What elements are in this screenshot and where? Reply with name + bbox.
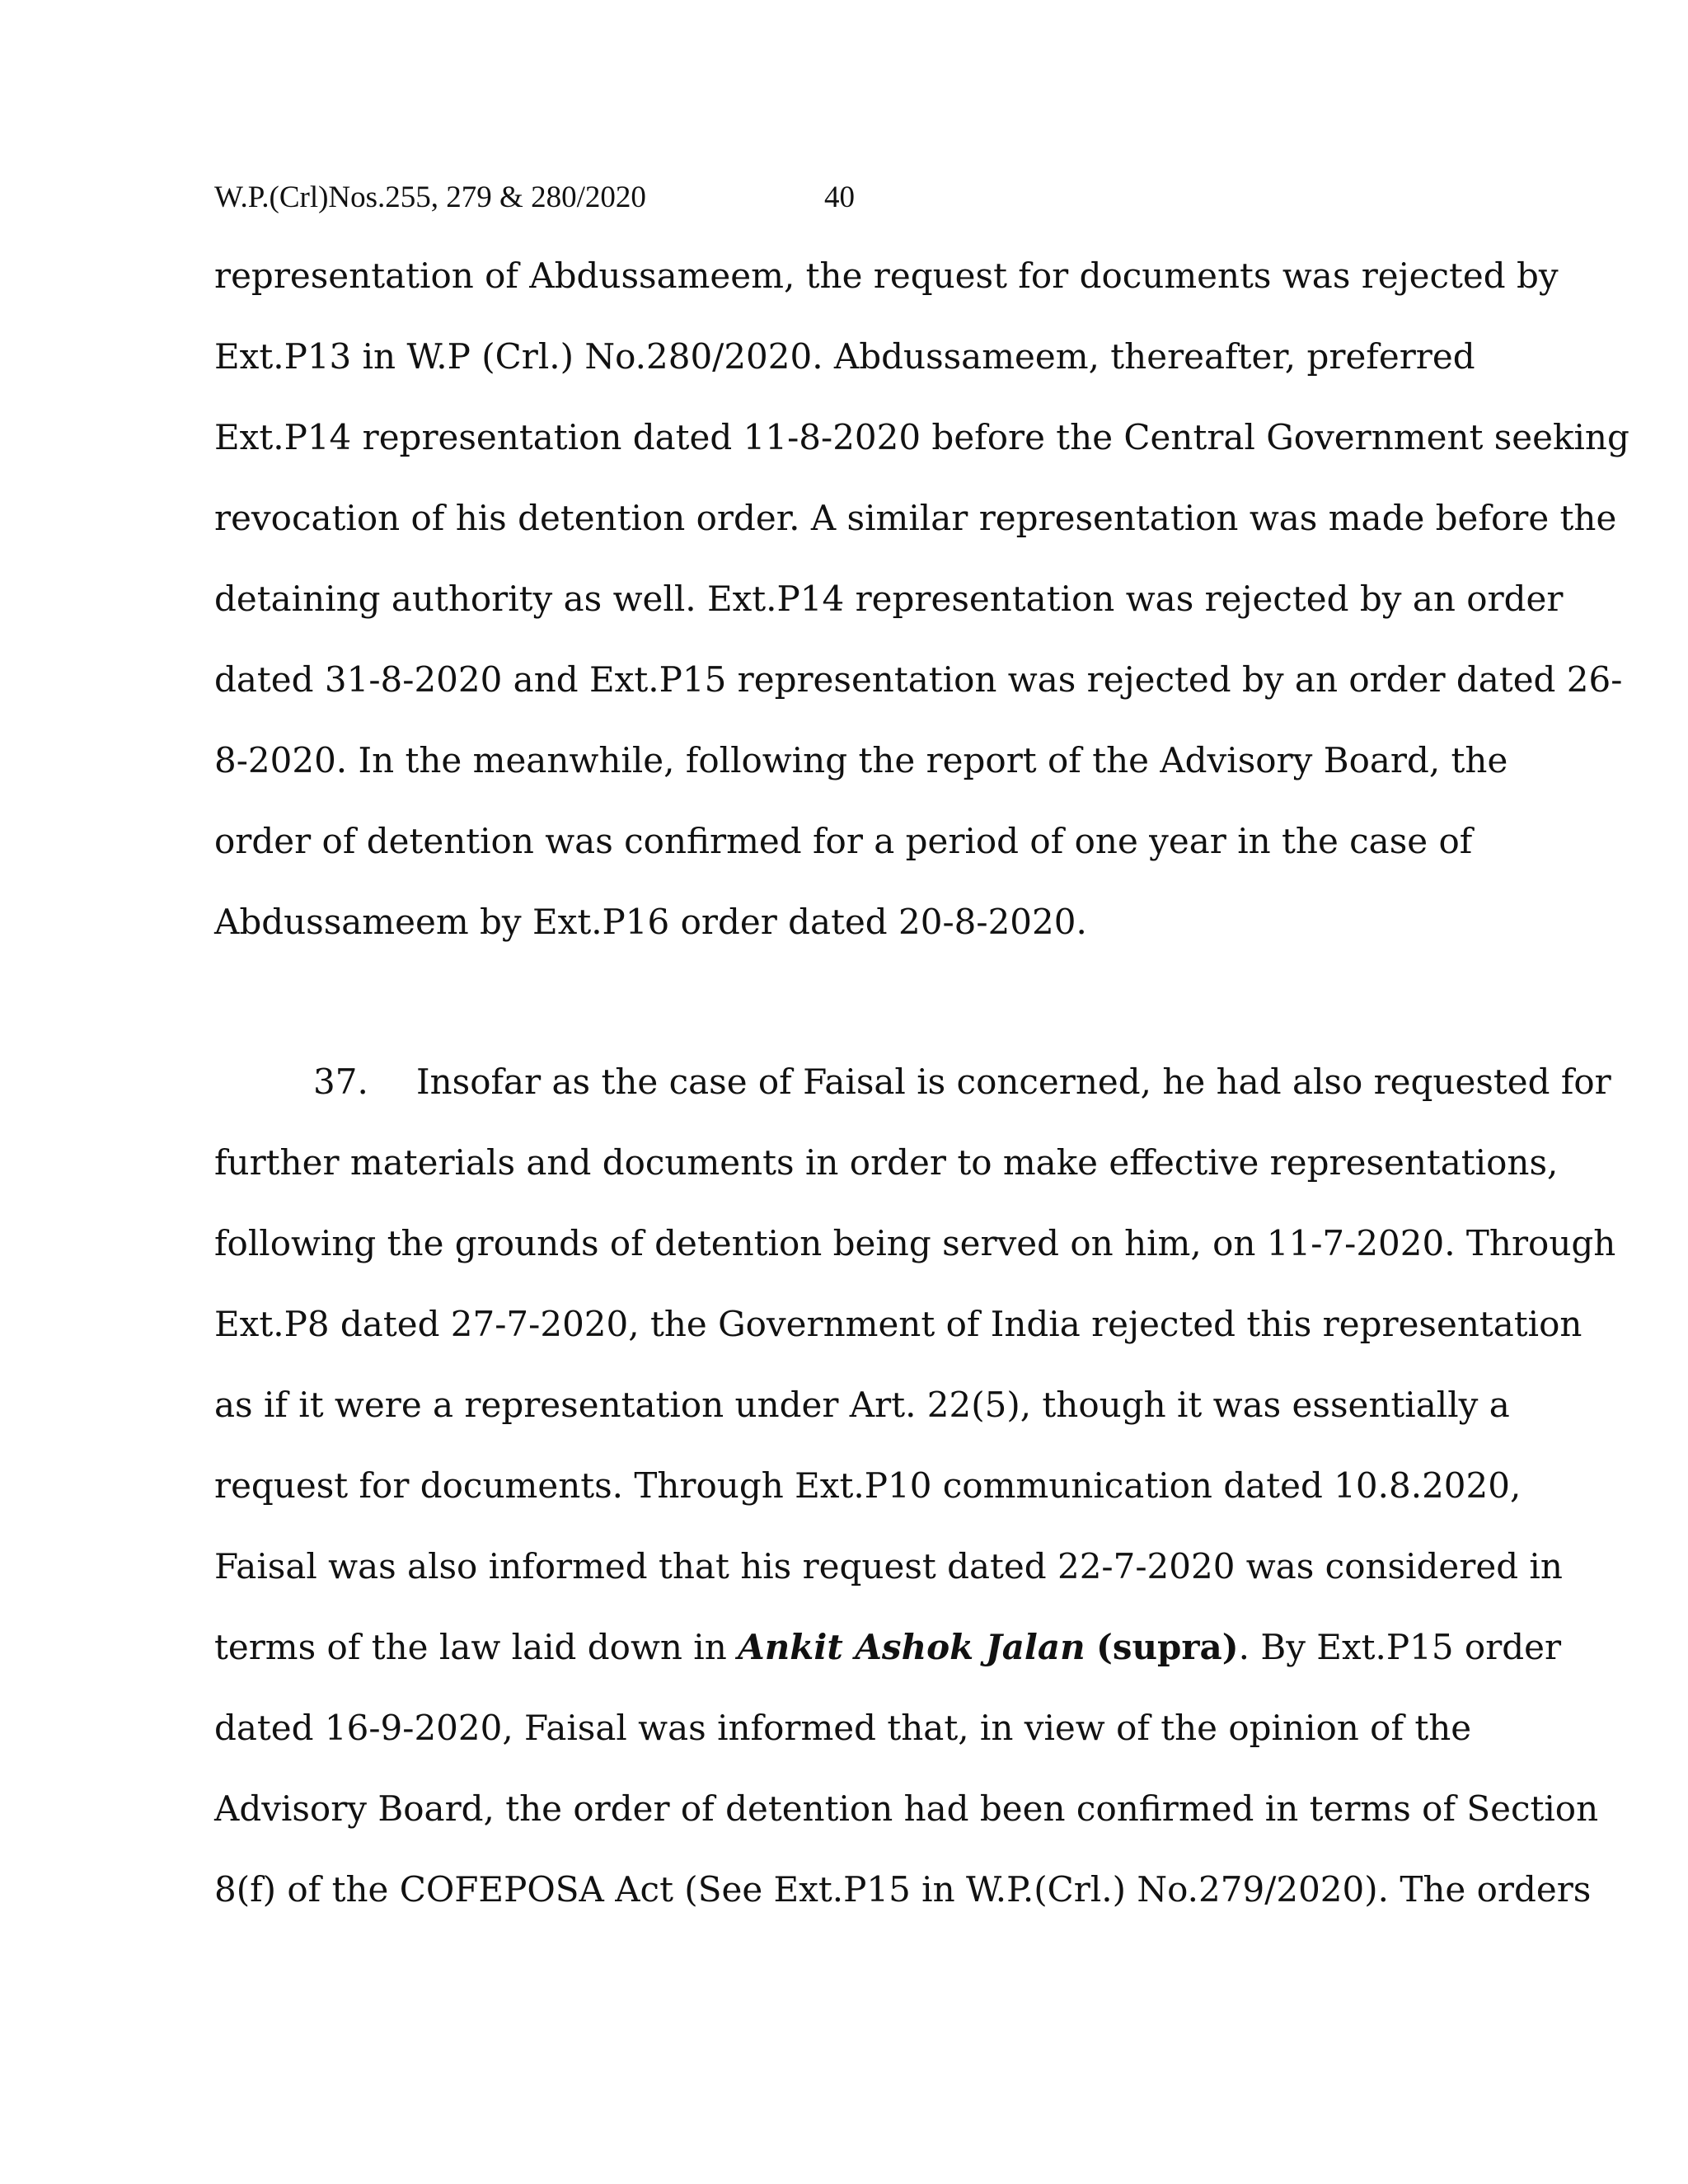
paragraph-37-first-line (214, 1059, 1611, 1105)
case-name: Ankit Ashok Jalan (738, 1627, 1085, 1667)
page-number: 40 (824, 180, 855, 214)
text-line: representation of Abdussameem, the request for documents was rejected by (214, 255, 1559, 296)
text-line: Ext.P14 representation dated 11-8-2020 before the Central Government seeking (214, 417, 1629, 457)
citation-line (214, 1624, 1562, 1671)
paragraph-number: 37. (313, 1062, 368, 1102)
text-line: following the grounds of detention being served on him, on 11-7-2020. Through (214, 1223, 1616, 1263)
text-segment: . By Ext.P15 order (1238, 1627, 1562, 1667)
supra-reference: (supra) (1096, 1627, 1239, 1667)
text-line: Abdussameem by Ext.P16 order dated 20-8-2020. (214, 902, 1087, 942)
text-line: 8(f) of the COFEPOSA Act (See Ext.P15 in W.P.(Crl.) No.279/2020). The orders (214, 1869, 1592, 1910)
text-line: 8-2020. In the meanwhile, following the report of the Advisory Board, the (214, 740, 1508, 780)
page-header (214, 178, 855, 218)
text-line: Faisal was also informed that his request dated 22-7-2020 was considered in (214, 1546, 1563, 1586)
text-line: dated 31-8-2020 and Ext.P15 representation was rejected by an order dated 26- (214, 659, 1623, 700)
text-segment: Insofar as the case of Faisal is concerned, he had also requested for (416, 1062, 1611, 1102)
text-line: Advisory Board, the order of detention had been confirmed in terms of Section (214, 1788, 1599, 1829)
text-line: as if it were a representation under Art. 22(5), though it was essentially a (214, 1385, 1510, 1425)
text-line: revocation of his detention order. A similar representation was made before the (214, 498, 1617, 538)
case-reference: W.P.(Crl)Nos.255, 279 & 280/2020 (214, 180, 646, 214)
text-line: Ext.P8 dated 27-7-2020, the Government of India rejected this representation (214, 1304, 1582, 1344)
text-line: detaining authority as well. Ext.P14 representation was rejected by an order (214, 579, 1564, 619)
text-line: Ext.P13 in W.P (Crl.) No.280/2020. Abdussameem, thereafter, preferred (214, 336, 1475, 377)
text-line: further materials and documents in order to make effective representations, (214, 1142, 1559, 1183)
text-segment: terms of the law laid down in (214, 1627, 738, 1667)
text-line: dated 16-9-2020, Faisal was informed that, in view of the opinion of the (214, 1708, 1472, 1748)
text-line: request for documents. Through Ext.P10 communication dated 10.8.2020, (214, 1465, 1522, 1506)
text-line: order of detention was confirmed for a period of one year in the case of (214, 821, 1473, 861)
